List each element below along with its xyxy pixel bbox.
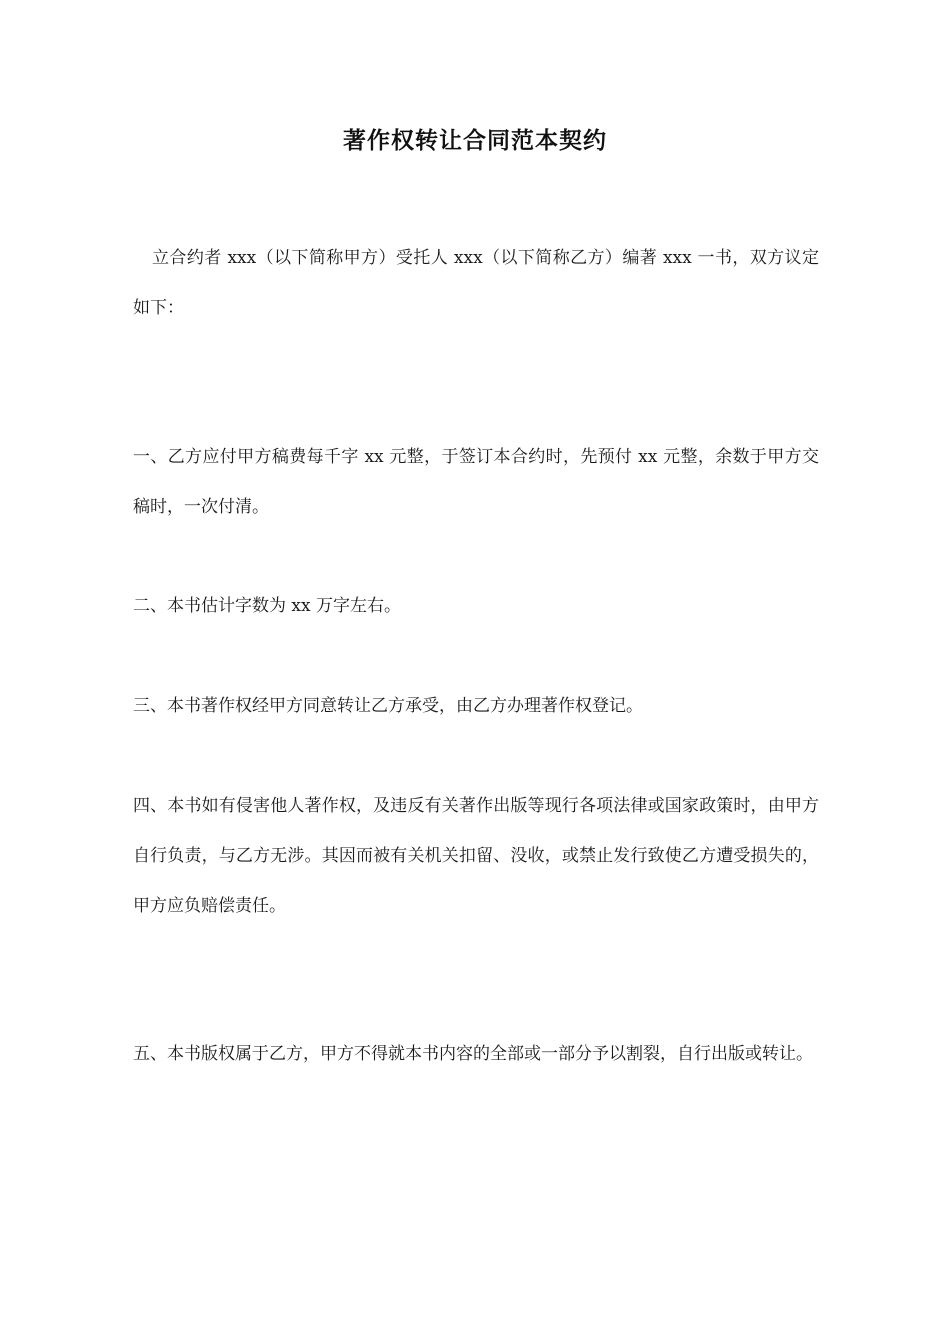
- clause-5: 五、本书版权属于乙方，甲方不得就本书内容的全部或一部分予以割裂，自行出版或转让。: [133, 1044, 813, 1064]
- clause-3: 三、本书著作权经甲方同意转让乙方承受，由乙方办理著作权登记。: [133, 696, 643, 716]
- clause-2: 二、本书估计字数为 xx 万字左右。: [133, 596, 401, 616]
- clause-1: 一、乙方应付甲方稿费每千字 xx 元整，于签订本合约时，先预付 xx 元整，余数于甲方交稿时，一次付清。: [133, 447, 819, 517]
- intro-paragraph: 立合约者 xxx（以下简称甲方）受托人 xxx（以下简称乙方）编著 xxx 一书，双方议定如下：: [133, 248, 819, 318]
- document-title: 著作权转让合同范本契约: [343, 128, 607, 154]
- clause-4: 四、本书如有侵害他人著作权，及违反有关著作出版等现行各项法律或国家政策时，由甲方自行负责，与乙方无涉。其因而被有关机关扣留、没收，或禁止发行致使乙方遭受损失的，甲方应负赔偿责任。: [133, 796, 819, 916]
